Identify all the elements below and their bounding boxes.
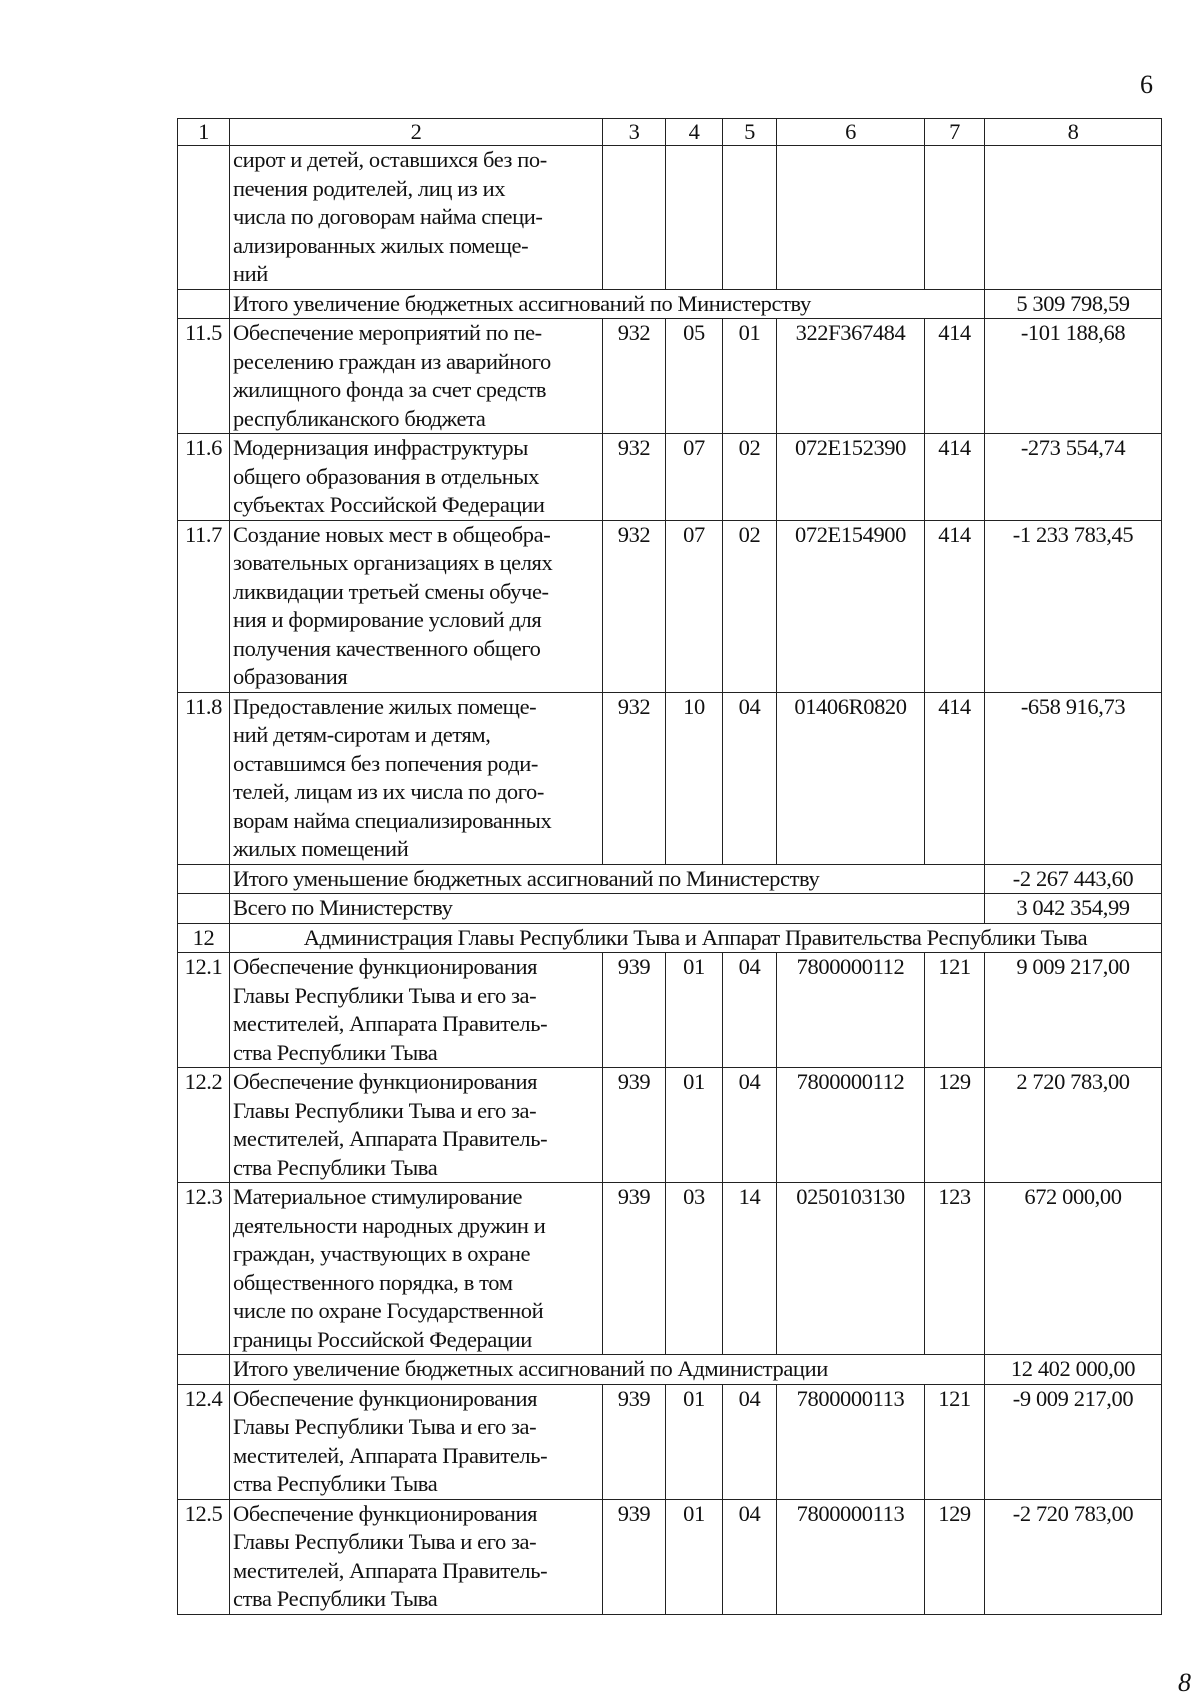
- table-row: [178, 520, 1162, 692]
- expense-type-code: 414: [925, 520, 985, 692]
- table-row: [178, 434, 1162, 521]
- target-article-code: 072E154900: [777, 520, 925, 692]
- row-number: 11.8: [178, 692, 230, 864]
- row-number: 12.3: [178, 1183, 230, 1355]
- expense-type-code: 129: [925, 1499, 985, 1614]
- amount: -1 233 783,45: [985, 520, 1162, 692]
- section-header-row: [178, 923, 1162, 953]
- summary-amount: 3 042 354,99: [985, 894, 1162, 924]
- row-number: 11.6: [178, 434, 230, 521]
- amount: -658 916,73: [985, 692, 1162, 864]
- expense-type-code: [925, 146, 985, 290]
- row-description: Предоставление жилых помеще- ний детям-сиротам и детям, оставшимся без попечения роди- телей, лицам из их числа по дого- ворам найма специализированных жилых помещений: [230, 692, 603, 864]
- ministry-code: 939: [603, 1499, 666, 1614]
- row-number: 12.5: [178, 1499, 230, 1614]
- row-number: 12.2: [178, 1068, 230, 1183]
- expense-type-code: 414: [925, 434, 985, 521]
- amount: -101 188,68: [985, 319, 1162, 434]
- target-article-code: 01406R0820: [777, 692, 925, 864]
- section-code: 01: [666, 1384, 723, 1499]
- ministry-code: 932: [603, 692, 666, 864]
- row-number: 12.1: [178, 953, 230, 1068]
- expense-type-code: 121: [925, 1384, 985, 1499]
- section-title: Администрация Главы Республики Тыва и Аппарат Правительства Республики Тыва: [230, 923, 1162, 953]
- table-row: [178, 1068, 1162, 1183]
- header-cell: 8: [985, 119, 1162, 146]
- section-code: 01: [666, 1068, 723, 1183]
- target-article-code: 0250103130: [777, 1183, 925, 1355]
- row-description: Обеспечение мероприятий по пе- реселению граждан из аварийного жилищного фонда за счет средств республиканского бюджета: [230, 319, 603, 434]
- ministry-code: 939: [603, 1384, 666, 1499]
- section-code: 05: [666, 319, 723, 434]
- header-cell: 2: [230, 119, 603, 146]
- row-description: Обеспечение функционирования Главы Республики Тыва и его за- местителей, Аппарата Правитель- ства Республики Тыва: [230, 953, 603, 1068]
- target-article-code: 7800000113: [777, 1499, 925, 1614]
- subsection-code: 04: [723, 953, 777, 1068]
- table-row: [178, 692, 1162, 864]
- subsection-code: 04: [723, 1384, 777, 1499]
- ministry-code: [603, 146, 666, 290]
- target-article-code: 7800000112: [777, 1068, 925, 1183]
- expense-type-code: 129: [925, 1068, 985, 1183]
- subsection-code: 01: [723, 319, 777, 434]
- table-row: [178, 1384, 1162, 1499]
- row-number-empty: [178, 894, 230, 924]
- summary-row: [178, 894, 1162, 924]
- header-cell: 5: [723, 119, 777, 146]
- row-number: 11.5: [178, 319, 230, 434]
- amount: 2 720 783,00: [985, 1068, 1162, 1183]
- target-article-code: 322F367484: [777, 319, 925, 434]
- ministry-code: 939: [603, 953, 666, 1068]
- row-number-empty: [178, 1355, 230, 1385]
- handwritten-corner-mark: 8: [1178, 1668, 1191, 1697]
- ministry-code: 939: [603, 1183, 666, 1355]
- row-description: Материальное стимулирование деятельности народных дружин и граждан, участвующих в охране общественного порядка, в том числе по охране Государственной границы Российской Федерации: [230, 1183, 603, 1355]
- section-code: 01: [666, 1499, 723, 1614]
- section-number: 12: [178, 923, 230, 953]
- row-number: 11.7: [178, 520, 230, 692]
- target-article-code: 072E152390: [777, 434, 925, 521]
- amount: -273 554,74: [985, 434, 1162, 521]
- row-description: Обеспечение функционирования Главы Республики Тыва и его за- местителей, Аппарата Правитель- ства Республики Тыва: [230, 1068, 603, 1183]
- summary-label: Всего по Министерству: [230, 894, 985, 924]
- subsection-code: 02: [723, 520, 777, 692]
- amount: -9 009 217,00: [985, 1384, 1162, 1499]
- target-article-code: 7800000113: [777, 1384, 925, 1499]
- amount: -2 720 783,00: [985, 1499, 1162, 1614]
- subsection-code: 14: [723, 1183, 777, 1355]
- ministry-code: 932: [603, 434, 666, 521]
- summary-amount: -2 267 443,60: [985, 864, 1162, 894]
- row-number: 12.4: [178, 1384, 230, 1499]
- subsection-code: 04: [723, 692, 777, 864]
- expense-type-code: 414: [925, 692, 985, 864]
- row-number-empty: [178, 864, 230, 894]
- table-row: [178, 319, 1162, 434]
- header-cell: 1: [178, 119, 230, 146]
- header-cell: 6: [777, 119, 925, 146]
- summary-amount: 5 309 798,59: [985, 289, 1162, 319]
- budget-allocation-table: [177, 118, 1162, 1615]
- summary-label: Итого увеличение бюджетных ассигнований по Администрации: [230, 1355, 985, 1385]
- row-description: Обеспечение функционирования Главы Республики Тыва и его за- местителей, Аппарата Правитель- ства Республики Тыва: [230, 1499, 603, 1614]
- expense-type-code: 123: [925, 1183, 985, 1355]
- subsection-code: 04: [723, 1068, 777, 1183]
- target-article-code: [777, 146, 925, 290]
- section-code: [666, 146, 723, 290]
- amount: 9 009 217,00: [985, 953, 1162, 1068]
- row-number: [178, 146, 230, 290]
- summary-label: Итого увеличение бюджетных ассигнований по Министерству: [230, 289, 985, 319]
- expense-type-code: 121: [925, 953, 985, 1068]
- row-number-empty: [178, 289, 230, 319]
- expense-type-code: 414: [925, 319, 985, 434]
- row-description: Обеспечение функционирования Главы Республики Тыва и его за- местителей, Аппарата Правитель- ства Республики Тыва: [230, 1384, 603, 1499]
- summary-row: [178, 864, 1162, 894]
- section-code: 07: [666, 434, 723, 521]
- summary-amount: 12 402 000,00: [985, 1355, 1162, 1385]
- header-cell: 4: [666, 119, 723, 146]
- section-code: 03: [666, 1183, 723, 1355]
- section-code: 10: [666, 692, 723, 864]
- row-description: Создание новых мест в общеобра- зовательных организациях в целях ликвидации третьей смены обуче- ния и формирование условий для получения качественного общего образования: [230, 520, 603, 692]
- header-cell: 3: [603, 119, 666, 146]
- table-row: [178, 146, 1162, 290]
- section-code: 01: [666, 953, 723, 1068]
- row-description: сирот и детей, оставшихся без по- печения родителей, лиц из их числа по договорам найма специ- ализированных жилых помеще- ний: [230, 146, 603, 290]
- row-description: Модернизация инфраструктуры общего образования в отдельных субъектах Российской Федерации: [230, 434, 603, 521]
- header-cell: 7: [925, 119, 985, 146]
- section-code: 07: [666, 520, 723, 692]
- subsection-code: [723, 146, 777, 290]
- target-article-code: 7800000112: [777, 953, 925, 1068]
- table-header-row: [178, 119, 1162, 146]
- subsection-code: 02: [723, 434, 777, 521]
- ministry-code: 932: [603, 520, 666, 692]
- page-number: 6: [1140, 70, 1153, 99]
- summary-label: Итого уменьшение бюджетных ассигнований по Министерству: [230, 864, 985, 894]
- summary-row: [178, 289, 1162, 319]
- table-row: [178, 1183, 1162, 1355]
- table-row: [178, 1499, 1162, 1614]
- summary-row: [178, 1355, 1162, 1385]
- subsection-code: 04: [723, 1499, 777, 1614]
- ministry-code: 939: [603, 1068, 666, 1183]
- amount: [985, 146, 1162, 290]
- ministry-code: 932: [603, 319, 666, 434]
- table-row: [178, 953, 1162, 1068]
- amount: 672 000,00: [985, 1183, 1162, 1355]
